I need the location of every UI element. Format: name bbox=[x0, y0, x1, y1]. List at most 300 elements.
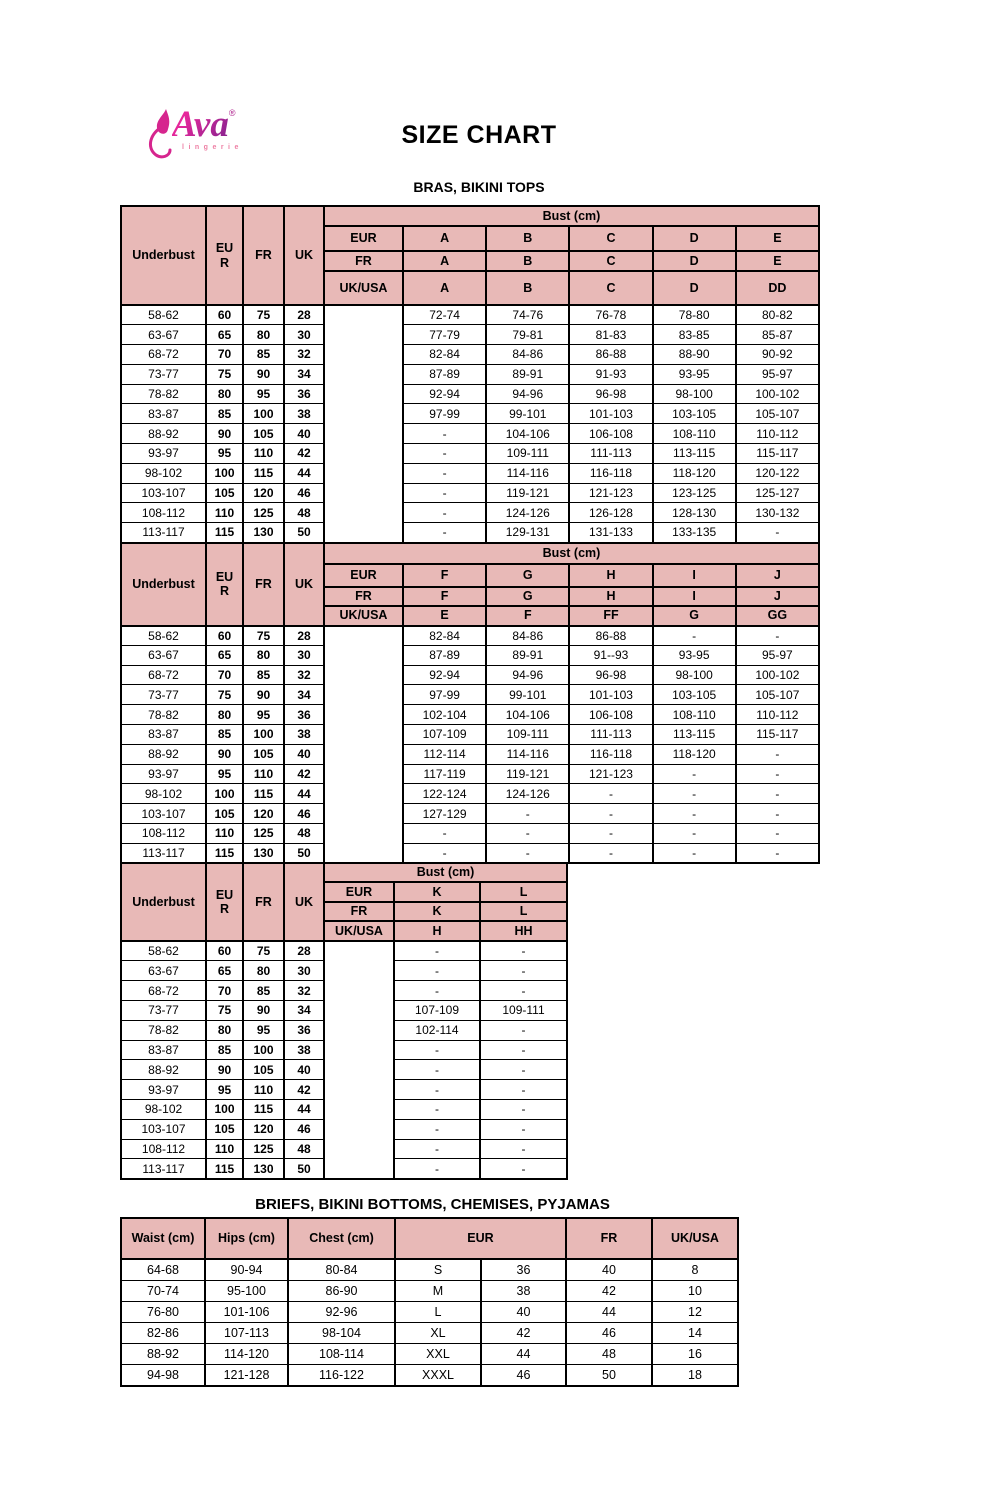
table-row bbox=[121, 483, 819, 503]
underbust-cell: 113-117 bbox=[121, 1159, 206, 1179]
bust-range-cell: 115-117 bbox=[736, 444, 819, 464]
bust-range-cell: 119-121 bbox=[486, 764, 569, 784]
cup-size-header: GG bbox=[736, 606, 819, 626]
underbust-cell: 108-112 bbox=[121, 824, 206, 844]
fr-size-cell: 125 bbox=[243, 824, 284, 844]
underbust-cell: 68-72 bbox=[121, 981, 206, 1001]
table-row bbox=[121, 444, 819, 464]
cup-size-header: DD bbox=[736, 271, 819, 305]
size-system-label: EUR bbox=[324, 882, 394, 902]
underbust-cell: 108-112 bbox=[121, 1139, 206, 1159]
column-header-eur: EUR bbox=[395, 1218, 566, 1259]
bust-range-cell: 105-107 bbox=[736, 685, 819, 705]
cup-size-header: D bbox=[653, 226, 736, 251]
bust-range-cell: - bbox=[486, 843, 569, 863]
bust-range-cell: 121-123 bbox=[569, 764, 652, 784]
bust-range-cell: 91-93 bbox=[569, 364, 652, 384]
bust-range-cell: - bbox=[394, 941, 480, 961]
table-row bbox=[121, 645, 819, 665]
fr-size-cell: 85 bbox=[243, 981, 284, 1001]
bust-range-cell: - bbox=[736, 764, 819, 784]
bust-range-cell: - bbox=[480, 1159, 567, 1179]
uk-size-cell: 34 bbox=[284, 364, 324, 384]
eur-size-cell: 80 bbox=[206, 1020, 243, 1040]
cup-size-header: E bbox=[736, 226, 819, 251]
fr-size-cell: 125 bbox=[243, 1139, 284, 1159]
bust-range-cell: 111-113 bbox=[569, 725, 652, 745]
bust-range-cell: 117-119 bbox=[403, 764, 486, 784]
fr-size-cell: 80 bbox=[243, 645, 284, 665]
bust-range-cell: - bbox=[653, 626, 736, 646]
bust-range-cell: - bbox=[653, 824, 736, 844]
bust-range-cell: 109-111 bbox=[486, 444, 569, 464]
cup-size-header: F bbox=[403, 564, 486, 587]
bust-range-cell: - bbox=[569, 784, 652, 804]
cup-size-header: F bbox=[403, 587, 486, 606]
cup-size-header: H bbox=[569, 587, 652, 606]
bust-range-cell: 127-129 bbox=[403, 804, 486, 824]
bust-range-cell: 79-81 bbox=[486, 325, 569, 345]
corner-header-eur: EUR bbox=[206, 206, 243, 305]
bust-range-cell: 106-108 bbox=[569, 705, 652, 725]
eur-size-cell: 95 bbox=[206, 1080, 243, 1100]
uk-size-cell: 30 bbox=[284, 645, 324, 665]
underbust-cell: 88-92 bbox=[121, 744, 206, 764]
eur-size-cell: 65 bbox=[206, 961, 243, 981]
size-cell: 18 bbox=[652, 1365, 738, 1386]
cup-size-header: H bbox=[394, 921, 480, 941]
bust-range-cell: 111-113 bbox=[569, 444, 652, 464]
underbust-cell: 108-112 bbox=[121, 503, 206, 523]
fr-size-cell: 100 bbox=[243, 404, 284, 424]
cup-size-header: E bbox=[403, 606, 486, 626]
uk-size-cell: 50 bbox=[284, 843, 324, 863]
bust-range-cell: 77-79 bbox=[403, 325, 486, 345]
bust-range-cell: - bbox=[394, 981, 480, 1001]
table-row bbox=[121, 1259, 738, 1280]
eur-size-cell: 80 bbox=[206, 384, 243, 404]
underbust-cell: 93-97 bbox=[121, 764, 206, 784]
size-system-label: EUR bbox=[324, 226, 403, 251]
underbust-cell: 93-97 bbox=[121, 444, 206, 464]
fr-size-cell: 110 bbox=[243, 444, 284, 464]
uk-size-cell: 42 bbox=[284, 1080, 324, 1100]
bust-range-cell: 129-131 bbox=[486, 523, 569, 543]
fr-size-cell: 115 bbox=[243, 463, 284, 483]
underbust-cell: 73-77 bbox=[121, 1001, 206, 1021]
bust-range-cell: - bbox=[653, 784, 736, 804]
bust-range-cell: 116-118 bbox=[569, 463, 652, 483]
fr-size-cell: 85 bbox=[243, 665, 284, 685]
fr-size-cell: 95 bbox=[243, 1020, 284, 1040]
size-cell: 40 bbox=[566, 1259, 652, 1280]
bust-range-cell: - bbox=[480, 1080, 567, 1100]
underbust-cell: 73-77 bbox=[121, 364, 206, 384]
fr-size-cell: 120 bbox=[243, 1119, 284, 1139]
column-header-fr: FR bbox=[566, 1218, 652, 1259]
fr-size-cell: 120 bbox=[243, 483, 284, 503]
table-row bbox=[121, 404, 819, 424]
column-header-hips-cm: Hips (cm) bbox=[205, 1218, 288, 1259]
bust-range-cell: 94-96 bbox=[486, 384, 569, 404]
cup-size-header: G bbox=[486, 587, 569, 606]
uk-size-cell: 38 bbox=[284, 1040, 324, 1060]
bust-range-cell: - bbox=[403, 483, 486, 503]
bust-range-cell: 102-104 bbox=[403, 705, 486, 725]
bust-range-cell: - bbox=[569, 804, 652, 824]
bust-range-cell: - bbox=[394, 1040, 480, 1060]
fr-size-cell: 90 bbox=[243, 364, 284, 384]
uk-size-cell: 28 bbox=[284, 941, 324, 961]
bust-range-cell: 74-76 bbox=[486, 305, 569, 325]
table-row bbox=[121, 503, 819, 523]
bust-range-cell: 84-86 bbox=[486, 345, 569, 365]
cup-size-header: B bbox=[486, 271, 569, 305]
column-header-chest-cm: Chest (cm) bbox=[288, 1218, 395, 1259]
size-cell: 80-84 bbox=[288, 1259, 395, 1280]
bust-range-cell: - bbox=[736, 843, 819, 863]
bust-range-cell: 110-112 bbox=[736, 705, 819, 725]
cup-size-header: A bbox=[403, 226, 486, 251]
bust-range-cell: 93-95 bbox=[653, 364, 736, 384]
size-cell: 108-114 bbox=[288, 1344, 395, 1365]
bust-range-cell: 108-110 bbox=[653, 424, 736, 444]
bust-range-cell: - bbox=[403, 843, 486, 863]
bust-range-cell: 82-84 bbox=[403, 345, 486, 365]
eur-size-cell: 115 bbox=[206, 1159, 243, 1179]
uk-size-cell: 32 bbox=[284, 981, 324, 1001]
brand-name: Ava bbox=[172, 104, 229, 145]
fr-size-cell: 125 bbox=[243, 503, 284, 523]
cup-size-header: D bbox=[653, 251, 736, 271]
cup-size-header: C bbox=[569, 271, 652, 305]
uk-size-cell: 30 bbox=[284, 961, 324, 981]
bust-range-cell: - bbox=[480, 961, 567, 981]
bust-range-cell: - bbox=[394, 1060, 480, 1080]
table-row bbox=[121, 843, 819, 863]
table-row bbox=[121, 1301, 738, 1322]
bust-range-cell: 113-115 bbox=[653, 444, 736, 464]
eur-size-cell: 110 bbox=[206, 824, 243, 844]
cup-size-header: C bbox=[569, 251, 652, 271]
bust-range-cell: 90-92 bbox=[736, 345, 819, 365]
fr-size-cell: 110 bbox=[243, 1080, 284, 1100]
eur-size-cell: 75 bbox=[206, 364, 243, 384]
cup-size-header: L bbox=[480, 902, 567, 921]
fr-size-cell: 80 bbox=[243, 325, 284, 345]
bust-range-cell: 102-114 bbox=[394, 1020, 480, 1040]
bust-range-cell: - bbox=[569, 843, 652, 863]
size-cell: 64-68 bbox=[121, 1259, 205, 1280]
cup-size-header: I bbox=[653, 564, 736, 587]
cup-size-header: H bbox=[569, 564, 652, 587]
uk-size-cell: 32 bbox=[284, 345, 324, 365]
uk-size-cell: 40 bbox=[284, 424, 324, 444]
size-cell: 86-90 bbox=[288, 1280, 395, 1301]
underbust-cell: 73-77 bbox=[121, 685, 206, 705]
bust-range-cell: - bbox=[486, 804, 569, 824]
cup-size-header: B bbox=[486, 251, 569, 271]
size-cell: 70-74 bbox=[121, 1280, 205, 1301]
uk-size-cell: 34 bbox=[284, 685, 324, 705]
underbust-cell: 103-107 bbox=[121, 804, 206, 824]
bust-range-cell: 124-126 bbox=[486, 503, 569, 523]
eur-size-cell: 70 bbox=[206, 345, 243, 365]
size-cell: 46 bbox=[481, 1365, 566, 1386]
bra-size-tables bbox=[120, 205, 820, 1180]
bust-range-cell: 121-123 bbox=[569, 483, 652, 503]
uk-size-cell: 44 bbox=[284, 1100, 324, 1120]
fr-size-cell: 85 bbox=[243, 345, 284, 365]
bust-range-cell: 133-135 bbox=[653, 523, 736, 543]
registered-mark: ® bbox=[228, 108, 236, 118]
bust-range-cell: - bbox=[403, 444, 486, 464]
eur-size-cell: 95 bbox=[206, 764, 243, 784]
table-row bbox=[121, 345, 819, 365]
fr-size-cell: 80 bbox=[243, 961, 284, 981]
bust-range-cell: 115-117 bbox=[736, 725, 819, 745]
size-cell: 50 bbox=[566, 1365, 652, 1386]
bust-range-cell: - bbox=[403, 824, 486, 844]
size-cell: 98-104 bbox=[288, 1323, 395, 1344]
bust-range-cell: - bbox=[736, 824, 819, 844]
size-cell: M bbox=[395, 1280, 481, 1301]
eur-size-cell: 65 bbox=[206, 645, 243, 665]
bust-range-cell: - bbox=[480, 1139, 567, 1159]
underbust-cell: 88-92 bbox=[121, 1060, 206, 1080]
bust-range-cell: - bbox=[480, 981, 567, 1001]
size-cell: 107-113 bbox=[205, 1323, 288, 1344]
fr-size-cell: 95 bbox=[243, 705, 284, 725]
briefs-size-table bbox=[120, 1217, 739, 1387]
eur-size-cell: 105 bbox=[206, 483, 243, 503]
table-row bbox=[121, 626, 819, 646]
fr-size-cell: 115 bbox=[243, 784, 284, 804]
bust-range-cell: - bbox=[480, 1040, 567, 1060]
uk-size-cell: 38 bbox=[284, 725, 324, 745]
bust-range-cell: 76-78 bbox=[569, 305, 652, 325]
column-header-uk-usa: UK/USA bbox=[652, 1218, 738, 1259]
cup-size-header: FF bbox=[569, 606, 652, 626]
fr-size-cell: 100 bbox=[243, 725, 284, 745]
underbust-cell: 63-67 bbox=[121, 325, 206, 345]
cup-size-header: F bbox=[486, 606, 569, 626]
bust-range-cell: 99-101 bbox=[486, 685, 569, 705]
cup-size-header: L bbox=[480, 882, 567, 902]
size-cell: 121-128 bbox=[205, 1365, 288, 1386]
bust-range-cell: 99-101 bbox=[486, 404, 569, 424]
bust-range-cell: 118-120 bbox=[653, 463, 736, 483]
eur-size-cell: 100 bbox=[206, 1100, 243, 1120]
bust-cm-header: Bust (cm) bbox=[324, 863, 567, 882]
size-cell: L bbox=[395, 1301, 481, 1322]
cup-size-header: A bbox=[403, 271, 486, 305]
fr-size-cell: 105 bbox=[243, 424, 284, 444]
fr-size-cell: 130 bbox=[243, 1159, 284, 1179]
uk-size-cell: 48 bbox=[284, 503, 324, 523]
underbust-cell: 63-67 bbox=[121, 961, 206, 981]
cup-size-header: G bbox=[486, 564, 569, 587]
size-cell: 40 bbox=[481, 1301, 566, 1322]
bust-range-cell: 72-74 bbox=[403, 305, 486, 325]
bust-range-cell: 108-110 bbox=[653, 705, 736, 725]
cup-size-header: HH bbox=[480, 921, 567, 941]
bust-range-cell: 123-125 bbox=[653, 483, 736, 503]
table-row bbox=[121, 784, 819, 804]
corner-header-fr: FR bbox=[243, 206, 284, 305]
uk-size-cell: 46 bbox=[284, 483, 324, 503]
bust-range-cell: 103-105 bbox=[653, 404, 736, 424]
table-row bbox=[121, 364, 819, 384]
bust-range-cell: - bbox=[480, 1020, 567, 1040]
bust-range-cell: 78-80 bbox=[653, 305, 736, 325]
table-row bbox=[121, 744, 819, 764]
size-cell: 101-106 bbox=[205, 1301, 288, 1322]
size-cell: 114-120 bbox=[205, 1344, 288, 1365]
eur-size-cell: 110 bbox=[206, 503, 243, 523]
bust-cm-header: Bust (cm) bbox=[324, 206, 819, 226]
table-row bbox=[121, 1280, 738, 1301]
uk-size-cell: 36 bbox=[284, 384, 324, 404]
bust-range-cell: 106-108 bbox=[569, 424, 652, 444]
bust-range-cell: - bbox=[736, 626, 819, 646]
bust-range-cell: 109-111 bbox=[480, 1001, 567, 1021]
underbust-cell: 103-107 bbox=[121, 483, 206, 503]
cup-size-header: K bbox=[394, 902, 480, 921]
bust-range-cell: - bbox=[569, 824, 652, 844]
bust-range-cell: 126-128 bbox=[569, 503, 652, 523]
bust-range-cell: 95-97 bbox=[736, 364, 819, 384]
underbust-cell: 58-62 bbox=[121, 626, 206, 646]
table-row bbox=[121, 665, 819, 685]
section-title-briefs: BRIEFS, BIKINI BOTTOMS, CHEMISES, PYJAMAS bbox=[255, 1196, 610, 1213]
uk-size-cell: 44 bbox=[284, 463, 324, 483]
size-cell: 10 bbox=[652, 1280, 738, 1301]
bust-range-cell: 104-106 bbox=[486, 424, 569, 444]
eur-size-cell: 70 bbox=[206, 981, 243, 1001]
bust-range-cell: 101-103 bbox=[569, 685, 652, 705]
size-cell: XL bbox=[395, 1323, 481, 1344]
underbust-cell: 58-62 bbox=[121, 941, 206, 961]
size-cell: 82-86 bbox=[121, 1323, 205, 1344]
uk-size-cell: 42 bbox=[284, 444, 324, 464]
underbust-cell: 78-82 bbox=[121, 384, 206, 404]
bust-range-cell: 107-109 bbox=[394, 1001, 480, 1021]
bust-range-cell: 131-133 bbox=[569, 523, 652, 543]
size-system-label: UK/USA bbox=[324, 921, 394, 941]
bust-range-cell: 107-109 bbox=[403, 725, 486, 745]
header-row bbox=[121, 863, 567, 882]
fr-size-cell: 75 bbox=[243, 941, 284, 961]
corner-header-underbust: Underbust bbox=[121, 863, 206, 941]
bust-range-cell: 112-114 bbox=[403, 744, 486, 764]
bust-range-cell: 83-85 bbox=[653, 325, 736, 345]
uk-size-cell: 34 bbox=[284, 1001, 324, 1021]
corner-header-uk: UK bbox=[284, 543, 324, 626]
size-cell: 42 bbox=[481, 1323, 566, 1344]
bust-range-cell: 92-94 bbox=[403, 665, 486, 685]
corner-header-uk: UK bbox=[284, 863, 324, 941]
bust-range-cell: - bbox=[480, 1119, 567, 1139]
bust-range-cell: 125-127 bbox=[736, 483, 819, 503]
underbust-cell: 83-87 bbox=[121, 404, 206, 424]
uk-size-cell: 44 bbox=[284, 784, 324, 804]
cup-size-header: B bbox=[486, 226, 569, 251]
table-row bbox=[121, 1323, 738, 1344]
bra-size-table bbox=[120, 542, 820, 865]
bust-range-cell: 105-107 bbox=[736, 404, 819, 424]
bust-range-cell: - bbox=[653, 764, 736, 784]
fr-size-cell: 100 bbox=[243, 1040, 284, 1060]
bra-size-table bbox=[120, 862, 568, 1180]
table-row bbox=[121, 804, 819, 824]
table-row bbox=[121, 325, 819, 345]
bra-size-table bbox=[120, 205, 820, 544]
bust-range-cell: - bbox=[403, 424, 486, 444]
corner-header-fr: FR bbox=[243, 863, 284, 941]
bust-range-cell: - bbox=[394, 1080, 480, 1100]
bust-range-cell: - bbox=[736, 784, 819, 804]
eur-size-cell: 70 bbox=[206, 665, 243, 685]
bust-range-cell: 97-99 bbox=[403, 685, 486, 705]
underbust-cell: 98-102 bbox=[121, 463, 206, 483]
bust-range-cell: 95-97 bbox=[736, 645, 819, 665]
size-cell: 88-92 bbox=[121, 1344, 205, 1365]
uk-size-cell: 40 bbox=[284, 1060, 324, 1080]
eur-size-cell: 65 bbox=[206, 325, 243, 345]
underbust-cell: 68-72 bbox=[121, 345, 206, 365]
bust-range-cell: - bbox=[394, 1119, 480, 1139]
bust-range-cell: - bbox=[653, 843, 736, 863]
bust-range-cell: 80-82 bbox=[736, 305, 819, 325]
eur-size-cell: 60 bbox=[206, 305, 243, 325]
underbust-cell: 113-117 bbox=[121, 523, 206, 543]
size-cell: 44 bbox=[481, 1344, 566, 1365]
table-row bbox=[121, 941, 567, 961]
size-cell: 76-80 bbox=[121, 1301, 205, 1322]
underbust-cell: 98-102 bbox=[121, 784, 206, 804]
eur-size-cell: 115 bbox=[206, 843, 243, 863]
eur-size-cell: 85 bbox=[206, 725, 243, 745]
underbust-cell: 83-87 bbox=[121, 1040, 206, 1060]
eur-size-cell: 90 bbox=[206, 744, 243, 764]
bust-range-cell: 86-88 bbox=[569, 345, 652, 365]
eur-size-cell: 60 bbox=[206, 941, 243, 961]
table-row bbox=[121, 305, 819, 325]
corner-header-uk: UK bbox=[284, 206, 324, 305]
fr-size-cell: 75 bbox=[243, 305, 284, 325]
size-cell: S bbox=[395, 1259, 481, 1280]
empty-label-column bbox=[324, 941, 394, 1179]
table-row bbox=[121, 685, 819, 705]
bust-range-cell: 128-130 bbox=[653, 503, 736, 523]
bust-range-cell: 89-91 bbox=[486, 364, 569, 384]
bust-range-cell: 104-106 bbox=[486, 705, 569, 725]
fr-size-cell: 95 bbox=[243, 384, 284, 404]
cup-size-header: I bbox=[653, 587, 736, 606]
bust-range-cell: 96-98 bbox=[569, 384, 652, 404]
eur-size-cell: 75 bbox=[206, 685, 243, 705]
uk-size-cell: 48 bbox=[284, 824, 324, 844]
bust-range-cell: 88-90 bbox=[653, 345, 736, 365]
size-cell: 14 bbox=[652, 1323, 738, 1344]
bust-range-cell: 122-124 bbox=[403, 784, 486, 804]
bust-range-cell: - bbox=[403, 523, 486, 543]
bust-range-cell: 100-102 bbox=[736, 665, 819, 685]
size-system-label: FR bbox=[324, 902, 394, 921]
page-title: SIZE CHART bbox=[401, 121, 557, 149]
uk-size-cell: 42 bbox=[284, 764, 324, 784]
